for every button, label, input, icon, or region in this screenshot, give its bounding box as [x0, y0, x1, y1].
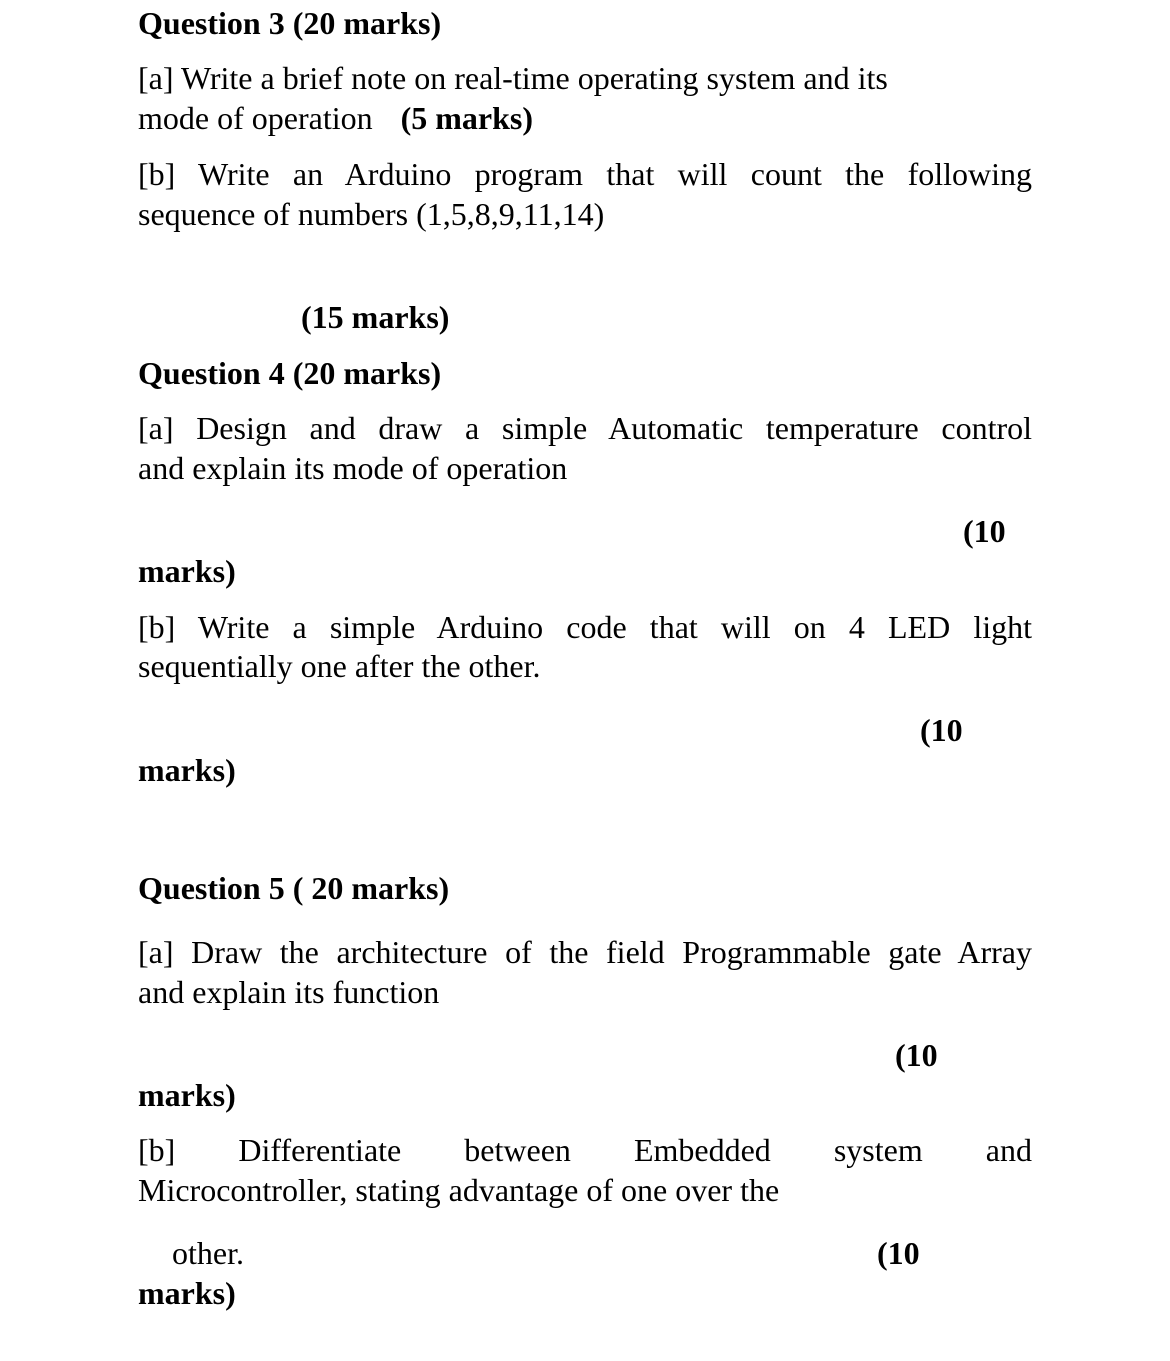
- q5-b-line2: Microcontroller, stating advantage of one over the: [138, 1172, 780, 1208]
- question-5-title: Question 5 ( 20 marks): [138, 870, 450, 906]
- q3-a-line2: [138, 98, 533, 138]
- q4-b-line2: sequentially one after the other.: [138, 648, 541, 684]
- q3-b-marks: (15 marks): [301, 299, 450, 335]
- q4-b-marks-close: marks): [138, 752, 236, 788]
- q5-b-marks-close: marks): [138, 1275, 236, 1311]
- q3-b-line2: sequence of numbers (1,5,8,9,11,14): [138, 196, 605, 232]
- q4-a-line2: and explain its mode of operation: [138, 450, 568, 486]
- q5-a-line1: [a] Draw the architecture of the field Programmable gate Array: [138, 934, 1032, 970]
- q5-b-marks-open: (10: [877, 1235, 920, 1271]
- q5-b-line3: other.: [172, 1235, 244, 1271]
- q5-a-marks-close: marks): [138, 1077, 236, 1113]
- q4-a-marks-open: (10: [963, 513, 1006, 549]
- q3-a-line1: [a] Write a brief note on real-time operating system and its: [138, 60, 888, 96]
- question-3-title: Question 3 (20 marks): [138, 5, 442, 41]
- q3-b-line1: [b] Write an Arduino program that will count the following: [138, 156, 1032, 192]
- q5-a-line2: and explain its function: [138, 974, 440, 1010]
- q4-b-marks-open: (10: [920, 712, 963, 748]
- question-4-title: Question 4 (20 marks): [138, 355, 442, 391]
- q4-b-line1: [b] Write a simple Arduino code that will on 4 LED light: [138, 609, 1032, 645]
- q3-a-line2-text: mode of operation: [138, 100, 373, 136]
- q5-a-marks-open: (10: [895, 1037, 938, 1073]
- q3-a-marks: (5 marks): [400, 100, 534, 136]
- q5-b-line1: [b] Differentiate between Embedded system and: [138, 1132, 1032, 1168]
- q4-a-line1: [a] Design and draw a simple Automatic temperature control: [138, 410, 1032, 446]
- q4-a-marks-close: marks): [138, 553, 236, 589]
